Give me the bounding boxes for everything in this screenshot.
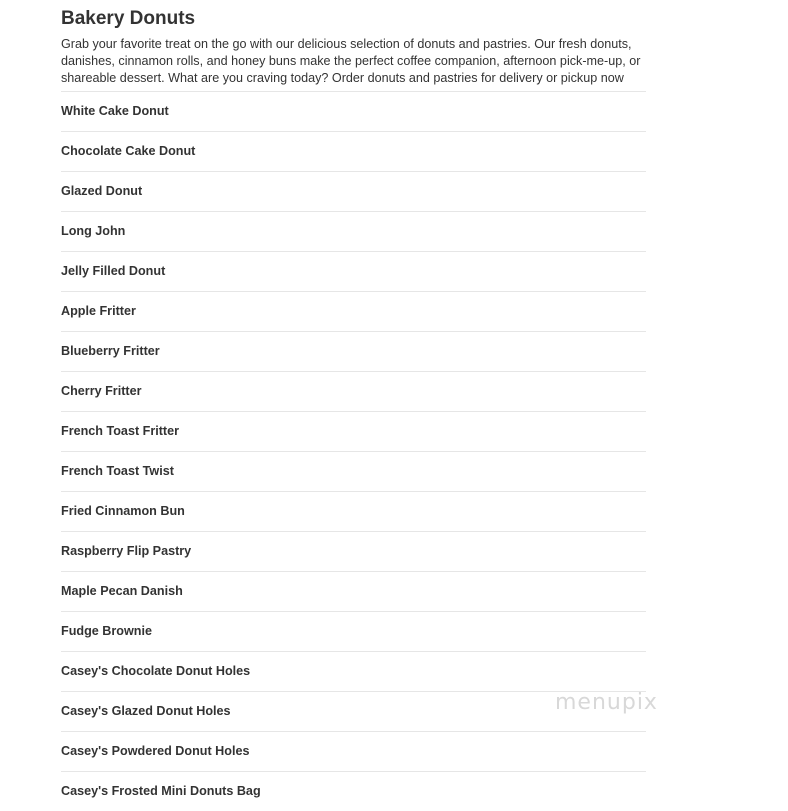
menu-item[interactable]: Jelly Filled Donut — [61, 251, 646, 291]
menu-item[interactable]: Maple Pecan Danish — [61, 571, 646, 611]
menu-item[interactable]: Glazed Donut — [61, 171, 646, 211]
section-description: Grab your favorite treat on the go with our delicious selection of donuts and pastries. Our fresh donuts, danishes, cinnamon rolls, and honey buns make the perfect coffee companion, afternoon pick-me-up, or shareable dessert. What are you craving today? Order donuts and pastries for delivery or pickup now — [61, 37, 641, 85]
menu-item[interactable]: Fudge Brownie — [61, 611, 646, 651]
menu-item[interactable]: Casey's Chocolate Donut Holes — [61, 651, 646, 691]
menu-item[interactable]: Long John — [61, 211, 646, 251]
menu-item[interactable]: French Toast Fritter — [61, 411, 646, 451]
menu-item[interactable]: Apple Fritter — [61, 291, 646, 331]
section-title: Bakery Donuts — [61, 8, 196, 29]
menupix-watermark: menupix — [555, 690, 658, 715]
menu-item[interactable]: Casey's Frosted Mini Donuts Bag — [61, 771, 646, 811]
menu-item[interactable]: Casey's Glazed Donut Holes — [61, 691, 646, 731]
menu-item[interactable]: Fried Cinnamon Bun — [61, 491, 646, 531]
menu-item[interactable]: Chocolate Cake Donut — [61, 131, 646, 171]
menu-item[interactable]: Blueberry Fritter — [61, 331, 646, 371]
menu-item[interactable]: Casey's Powdered Donut Holes — [61, 731, 646, 771]
menu-item[interactable]: French Toast Twist — [61, 451, 646, 491]
menu-item[interactable]: White Cake Donut — [61, 91, 646, 131]
menu-item[interactable]: Cherry Fritter — [61, 371, 646, 411]
menu-item[interactable]: Raspberry Flip Pastry — [61, 531, 646, 571]
